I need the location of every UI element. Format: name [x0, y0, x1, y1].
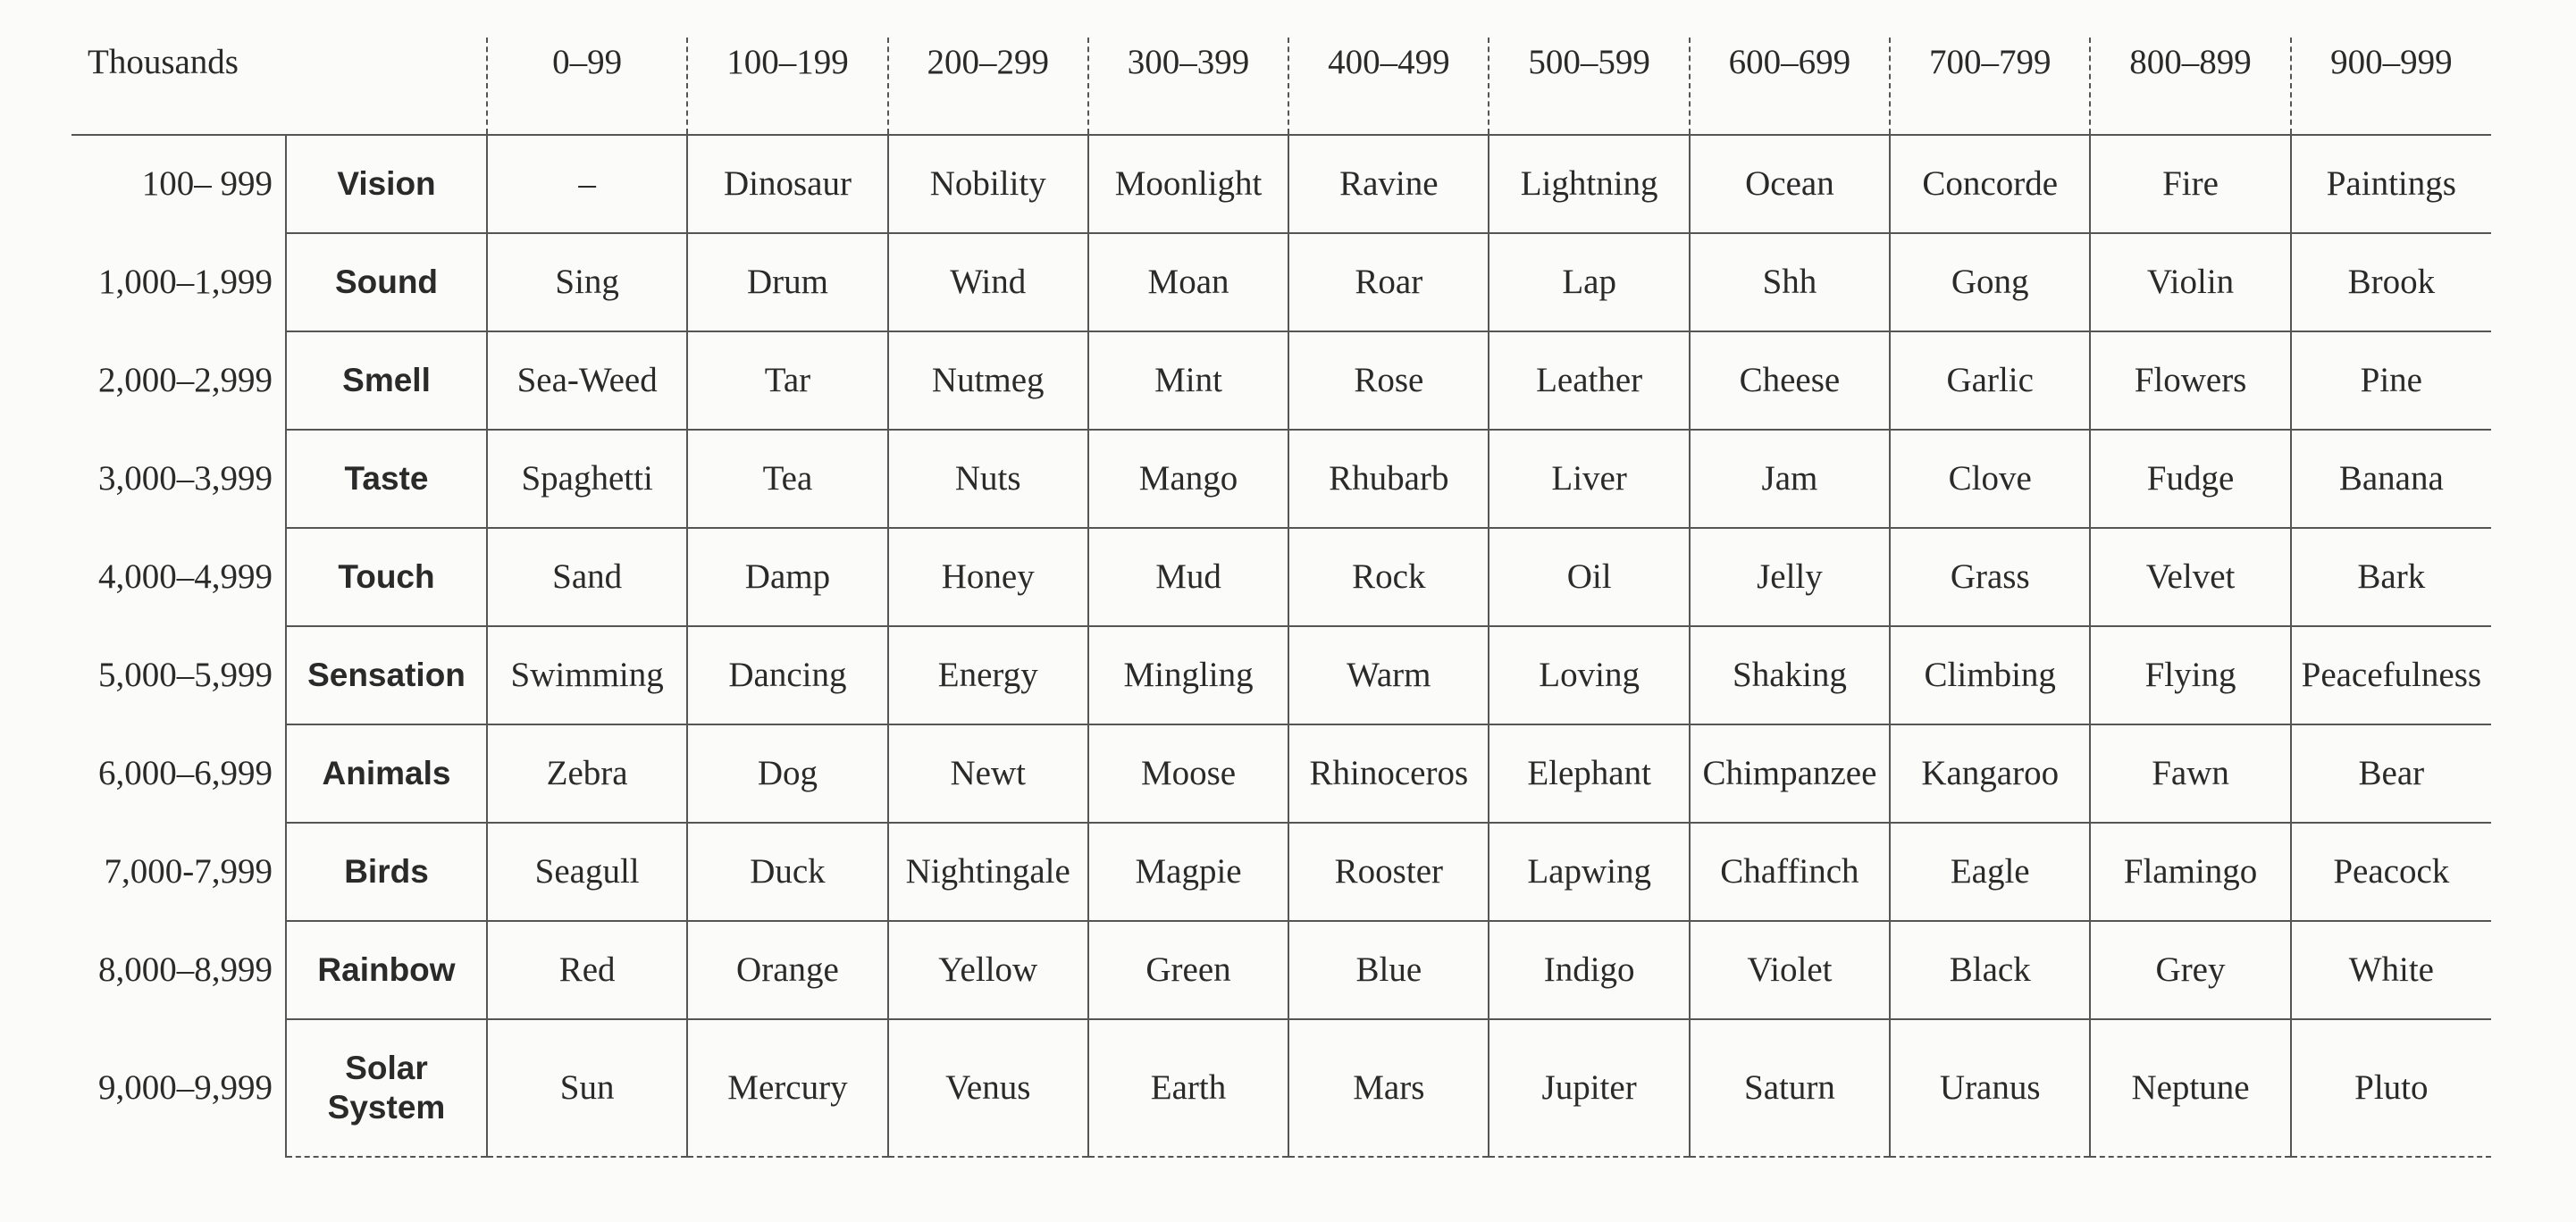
table-cell: Lightning — [1489, 135, 1689, 233]
thousands-range: 5,000–5,999 — [98, 655, 273, 694]
table-cell: Swimming — [487, 626, 687, 724]
table-cell: Gong — [1890, 233, 2090, 331]
table-cell: Red — [487, 921, 687, 1019]
table-cell: – — [487, 135, 687, 233]
table-cell: Nightingale — [888, 823, 1088, 921]
table-cell: Mango — [1088, 430, 1288, 528]
table-cell: Bear — [2291, 724, 2491, 823]
table-cell: Rhubarb — [1288, 430, 1489, 528]
table-cell: Wind — [888, 233, 1088, 331]
table-row — [71, 528, 2491, 626]
table-cell: Oil — [1489, 528, 1689, 626]
hundreds-header: 900–999 — [2291, 38, 2491, 135]
table-cell: Clove — [1890, 430, 2090, 528]
thousands-range: 7,000-7,999 — [104, 851, 273, 891]
table-cell: Jelly — [1690, 528, 1890, 626]
table-cell: Sing — [487, 233, 687, 331]
table-cell: Mercury — [687, 1019, 887, 1157]
table-cell: Chaffinch — [1690, 823, 1890, 921]
table-cell: Elephant — [1489, 724, 1689, 823]
hundreds-header: 100–199 — [687, 38, 887, 135]
table-cell: Shaking — [1690, 626, 1890, 724]
table-cell: Leather — [1489, 331, 1689, 430]
table-cell: Dancing — [687, 626, 887, 724]
table-cell: Mars — [1288, 1019, 1489, 1157]
table-row — [71, 430, 2491, 528]
table-cell: Mingling — [1088, 626, 1288, 724]
category-label: Vision — [286, 135, 487, 233]
table-cell: Garlic — [1890, 331, 2090, 430]
table-cell: Rooster — [1288, 823, 1489, 921]
table-cell: Sea-Weed — [487, 331, 687, 430]
table-cell: Magpie — [1088, 823, 1288, 921]
table-cell: Green — [1088, 921, 1288, 1019]
table-cell: Warm — [1288, 626, 1489, 724]
thousands-range: 1,000–1,999 — [98, 262, 273, 301]
table-body — [71, 135, 2491, 1157]
table-cell: Grey — [2090, 921, 2290, 1019]
table-row — [71, 135, 2491, 233]
table-row — [71, 724, 2491, 823]
hundreds-header: 500–599 — [1489, 38, 1689, 135]
table-cell: Fawn — [2090, 724, 2290, 823]
table-cell: Fudge — [2090, 430, 2290, 528]
table-cell: Mint — [1088, 331, 1288, 430]
category-label: Sensation — [286, 626, 487, 724]
table-cell: Tar — [687, 331, 887, 430]
thousands-range: 100– 999 — [141, 164, 273, 204]
table-cell: Shh — [1690, 233, 1890, 331]
table-cell: Duck — [687, 823, 887, 921]
table-cell: Rock — [1288, 528, 1489, 626]
table-cell: Sun — [487, 1019, 687, 1157]
table-cell: Nutmeg — [888, 331, 1088, 430]
category-label: Smell — [286, 331, 487, 430]
table-cell: Indigo — [1489, 921, 1689, 1019]
table-cell: Pine — [2291, 331, 2491, 430]
table-cell: Lap — [1489, 233, 1689, 331]
table-cell: Velvet — [2090, 528, 2290, 626]
table-row — [71, 1019, 2491, 1157]
table-row — [71, 233, 2491, 331]
table-cell: Grass — [1890, 528, 2090, 626]
hundreds-header: 700–799 — [1890, 38, 2090, 135]
hundreds-header: 600–699 — [1690, 38, 1890, 135]
table-row — [71, 823, 2491, 921]
table-cell: Fire — [2090, 135, 2290, 233]
table-cell: Saturn — [1690, 1019, 1890, 1157]
category-label: Sound — [286, 233, 487, 331]
thousands-range: 8,000–8,999 — [98, 950, 273, 989]
table-cell: Rose — [1288, 331, 1489, 430]
table-cell: Dog — [687, 724, 887, 823]
table-cell: Liver — [1489, 430, 1689, 528]
table-cell: Spaghetti — [487, 430, 687, 528]
category-label: Solar System — [286, 1019, 487, 1157]
table-cell: Neptune — [2090, 1019, 2290, 1157]
table-cell: Black — [1890, 921, 2090, 1019]
table-cell: Cheese — [1690, 331, 1890, 430]
table-cell: Flamingo — [2090, 823, 2290, 921]
table-cell: Lapwing — [1489, 823, 1689, 921]
category-label: Animals — [286, 724, 487, 823]
table-cell: Uranus — [1890, 1019, 2090, 1157]
table-cell: Paintings — [2291, 135, 2491, 233]
table-row — [71, 626, 2491, 724]
category-label: Touch — [286, 528, 487, 626]
table-cell: Energy — [888, 626, 1088, 724]
table-cell: Chimpanzee — [1690, 724, 1890, 823]
table-cell: Moan — [1088, 233, 1288, 331]
table-cell: Earth — [1088, 1019, 1288, 1157]
table-cell: Peacock — [2291, 823, 2491, 921]
table-cell: Honey — [888, 528, 1088, 626]
hundreds-header: 200–299 — [888, 38, 1088, 135]
hundreds-header: 0–99 — [487, 38, 687, 135]
table-cell: Bark — [2291, 528, 2491, 626]
table-cell: Ocean — [1690, 135, 1890, 233]
table-cell: Peacefulness — [2291, 626, 2491, 724]
thousands-range: 4,000–4,999 — [98, 557, 273, 596]
thousands-header: Thousands — [71, 38, 487, 135]
category-label: Birds — [286, 823, 487, 921]
table-cell: Blue — [1288, 921, 1489, 1019]
table-cell: Climbing — [1890, 626, 2090, 724]
hundreds-header: 400–499 — [1288, 38, 1489, 135]
table-cell: Mud — [1088, 528, 1288, 626]
category-label: Taste — [286, 430, 487, 528]
table-cell: Roar — [1288, 233, 1489, 331]
table-cell: Banana — [2291, 430, 2491, 528]
header-row — [71, 38, 2491, 135]
table-cell: Newt — [888, 724, 1088, 823]
table-cell: Orange — [687, 921, 887, 1019]
table-cell: Seagull — [487, 823, 687, 921]
table-cell: Jam — [1690, 430, 1890, 528]
table-cell: Dinosaur — [687, 135, 887, 233]
table-cell: Yellow — [888, 921, 1088, 1019]
thousands-range: 9,000–9,999 — [98, 1067, 273, 1107]
table-cell: Flowers — [2090, 331, 2290, 430]
hundreds-header: 800–899 — [2090, 38, 2290, 135]
table-cell: Violet — [1690, 921, 1890, 1019]
thousands-range: 2,000–2,999 — [98, 360, 273, 399]
table-cell: Moose — [1088, 724, 1288, 823]
table-cell: Loving — [1489, 626, 1689, 724]
table-cell: Sand — [487, 528, 687, 626]
thousands-range: 3,000–3,999 — [98, 458, 273, 498]
table-cell: Eagle — [1890, 823, 2090, 921]
table-cell: Nuts — [888, 430, 1088, 528]
table-cell: White — [2291, 921, 2491, 1019]
thousands-range: 6,000–6,999 — [98, 753, 273, 792]
table-cell: Jupiter — [1489, 1019, 1689, 1157]
table-cell: Tea — [687, 430, 887, 528]
table-row — [71, 921, 2491, 1019]
table-cell: Pluto — [2291, 1019, 2491, 1157]
table-cell: Ravine — [1288, 135, 1489, 233]
table-cell: Flying — [2090, 626, 2290, 724]
table-cell: Kangaroo — [1890, 724, 2090, 823]
table-cell: Rhinoceros — [1288, 724, 1489, 823]
table-cell: Brook — [2291, 233, 2491, 331]
category-label: Rainbow — [286, 921, 487, 1019]
table-row — [71, 331, 2491, 430]
table-cell: Damp — [687, 528, 887, 626]
table-header — [71, 38, 2491, 135]
table-cell: Concorde — [1890, 135, 2090, 233]
memory-table — [71, 38, 2491, 1158]
table-cell: Violin — [2090, 233, 2290, 331]
table-cell: Zebra — [487, 724, 687, 823]
table-cell: Drum — [687, 233, 887, 331]
table-cell: Venus — [888, 1019, 1088, 1157]
table-cell: Nobility — [888, 135, 1088, 233]
table-cell: Moonlight — [1088, 135, 1288, 233]
hundreds-header: 300–399 — [1088, 38, 1288, 135]
